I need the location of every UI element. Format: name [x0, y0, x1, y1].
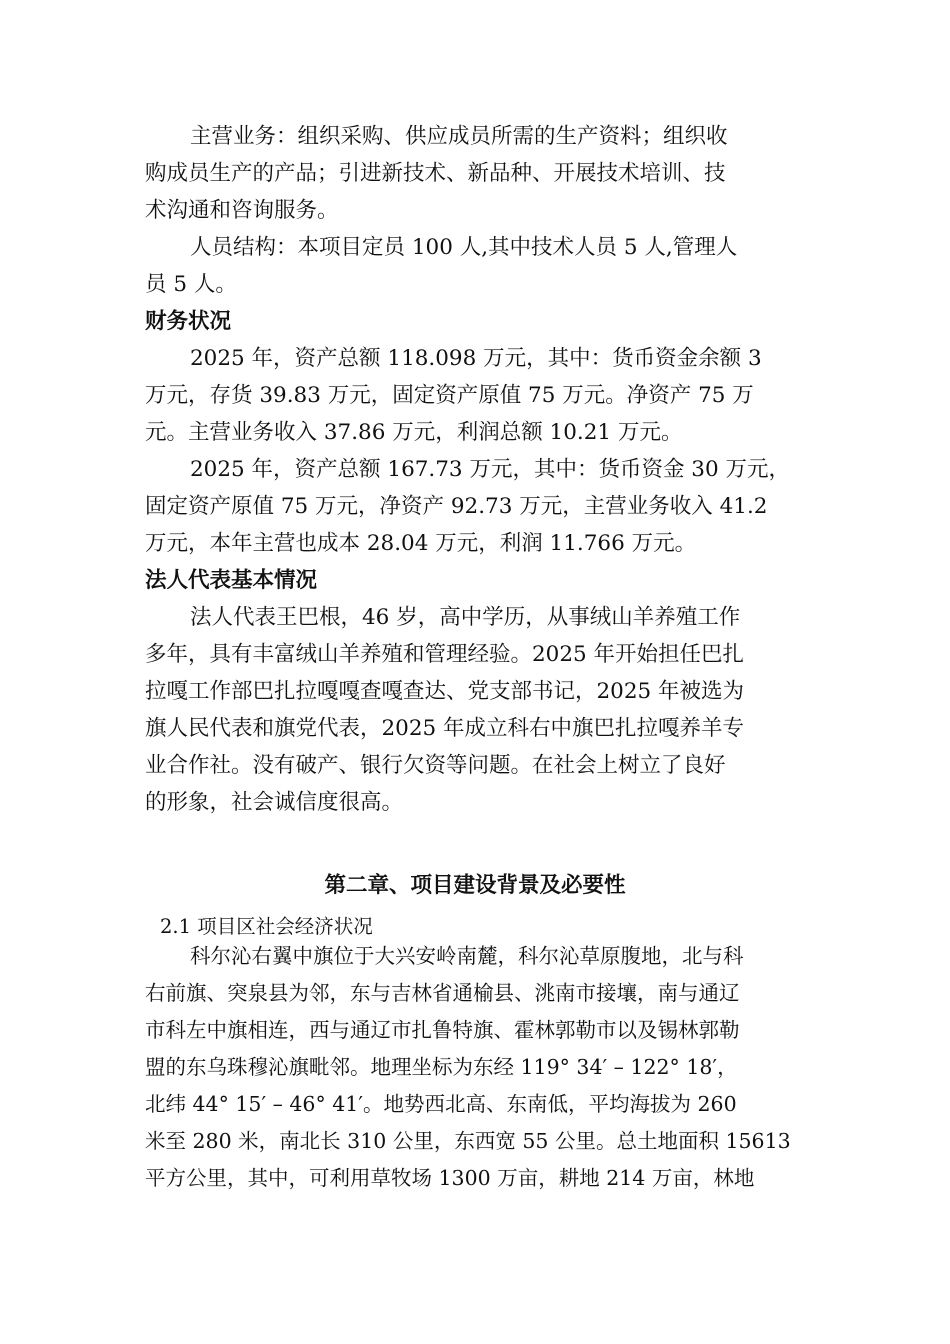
chapter-title: 第二章、项目建设背景及必要性	[324, 873, 626, 898]
staff-line-2: 员 5 人。	[145, 272, 237, 297]
section-title: 2.1 项目区社会经济状况	[160, 915, 373, 938]
finance-2-line-1: 2025 年，资产总额 167.73 万元，其中：货币资金 30 万元，	[190, 457, 790, 482]
main-business-line-2: 购成员生产的产品；引进新技术、新品种、开展技术培训、技	[145, 161, 726, 186]
legal-rep-line-3: 拉嘎工作部巴扎拉嘎嘎查嘎查达、党支部书记，2025 年被选为	[145, 679, 745, 704]
region-line-3: 市科左中旗相连，西与通辽市扎鲁特旗、霍林郭勒市以及锡林郭勒	[145, 1018, 740, 1042]
legal-rep-heading: 法人代表基本情况	[145, 568, 318, 593]
region-line-6: 米至 280 米，南北长 310 公里，东西宽 55 公里。总土地面积 15613	[145, 1129, 791, 1153]
finance-2-line-2: 固定资产原值 75 万元，净资产 92.73 万元，主营业务收入 41.2	[145, 494, 768, 519]
finance-2-line-3: 万元，本年主营也成本 28.04 万元，利润 11.766 万元。	[145, 531, 697, 556]
region-line-4: 盟的东乌珠穆沁旗毗邻。地理坐标为东经 119° 34′ – 122° 18′，	[145, 1055, 738, 1079]
region-line-2: 右前旗、突泉县为邻，东与吉林省通榆县、洮南市接壤，南与通辽	[145, 981, 740, 1005]
region-line-1: 科尔沁右翼中旗位于大兴安岭南麓，科尔沁草原腹地，北与科	[190, 944, 744, 968]
legal-rep-line-1: 法人代表王巴根，46 岁，高中学历，从事绒山羊养殖工作	[190, 605, 741, 630]
region-line-7: 平方公里，其中，可利用草牧场 1300 万亩，耕地 214 万亩，林地	[145, 1166, 755, 1190]
finance-1-line-3: 元。主营业务收入 37.86 万元，利润总额 10.21 万元。	[145, 420, 683, 445]
legal-rep-line-4: 旗人民代表和旗党代表，2025 年成立科右中旗巴扎拉嘎养羊专	[145, 716, 745, 741]
legal-rep-line-2: 多年，具有丰富绒山羊养殖和管理经验。2025 年开始担任巴扎	[145, 642, 745, 667]
finance-1-line-1: 2025 年，资产总额 118.098 万元，其中：货币资金余额 3	[190, 346, 762, 371]
main-business-line-3: 术沟通和咨询服务。	[145, 198, 339, 223]
main-business-line-1: 主营业务：组织采购、供应成员所需的生产资料；组织收	[190, 124, 728, 149]
finance-heading: 财务状况	[145, 309, 232, 334]
legal-rep-line-6: 的形象，社会诚信度很高。	[145, 790, 404, 815]
region-line-5: 北纬 44° 15′ – 46° 41′。地势西北高、东南低，平均海拔为 260	[145, 1092, 737, 1116]
finance-1-line-2: 万元，存货 39.83 万元，固定资产原值 75 万元。净资产 75 万	[145, 383, 754, 408]
staff-line-1: 人员结构：本项目定员 100 人,其中技术人员 5 人,管理人	[190, 235, 738, 260]
legal-rep-line-5: 业合作社。没有破产、银行欠资等问题。在社会上树立了良好	[145, 753, 726, 778]
